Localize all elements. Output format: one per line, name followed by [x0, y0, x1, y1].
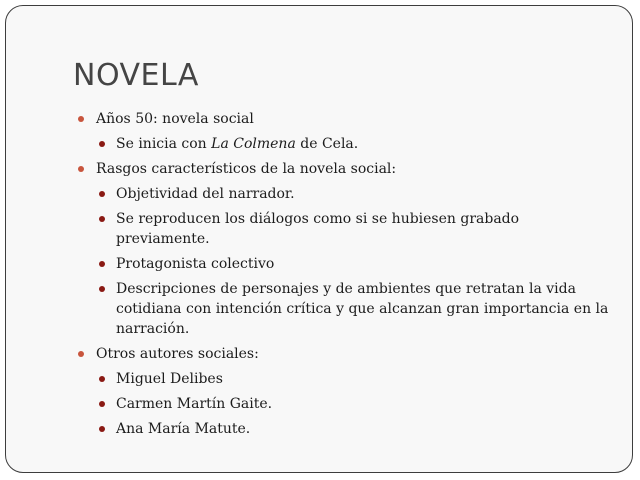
sub-bullet-text: Se reproducen los diálogos como si se hubiesen grabado previamente.	[116, 211, 520, 247]
sub-bullet-text: Protagonista colectivo	[116, 256, 275, 272]
bullet-icon	[99, 426, 105, 432]
sub-bullet-item	[72, 419, 612, 439]
sub-bullet-item	[72, 209, 612, 249]
sub-bullet-item	[72, 184, 612, 204]
bullet-icon	[78, 116, 84, 122]
bullet-item	[72, 109, 612, 129]
bullet-icon	[99, 401, 105, 407]
sub-bullet-text-after: de Cela.	[295, 136, 359, 152]
bullet-icon	[78, 166, 84, 172]
bullet-list	[72, 109, 612, 439]
slide-title: NOVELA	[73, 58, 199, 93]
bullet-icon	[99, 216, 105, 222]
sub-bullet-text: Miguel Delibes	[116, 371, 223, 387]
sub-bullet-text: Descripciones de personajes y de ambientes que retratan la vida cotidiana con intención crítica y que alcanzan gran importancia en la narración.	[116, 281, 609, 337]
bullet-text: Otros autores sociales:	[96, 346, 259, 362]
sub-bullet-item	[72, 394, 612, 414]
bullet-icon	[78, 351, 84, 357]
sub-bullet-item	[72, 369, 612, 389]
bullet-icon	[99, 376, 105, 382]
bullet-icon	[99, 261, 105, 267]
book-title: La Colmena	[211, 136, 296, 152]
sub-bullet-text: Carmen Martín Gaite.	[116, 396, 273, 412]
sub-bullet-text: Objetividad del narrador.	[116, 186, 295, 202]
bullet-item	[72, 344, 612, 364]
slide	[5, 5, 633, 473]
bullet-icon	[99, 286, 105, 292]
bullet-text: Años 50: novela social	[96, 111, 254, 127]
sub-bullet-item	[72, 254, 612, 274]
sub-bullet-item	[72, 134, 612, 154]
bullet-item	[72, 159, 612, 179]
sub-bullet-item	[72, 279, 612, 339]
bullet-icon	[99, 191, 105, 197]
sub-bullet-text-before: Se inicia con	[116, 136, 212, 152]
sub-bullet-text: Ana María Matute.	[116, 421, 251, 437]
bullet-text: Rasgos característicos de la novela social:	[96, 161, 397, 177]
bullet-icon	[99, 141, 105, 147]
